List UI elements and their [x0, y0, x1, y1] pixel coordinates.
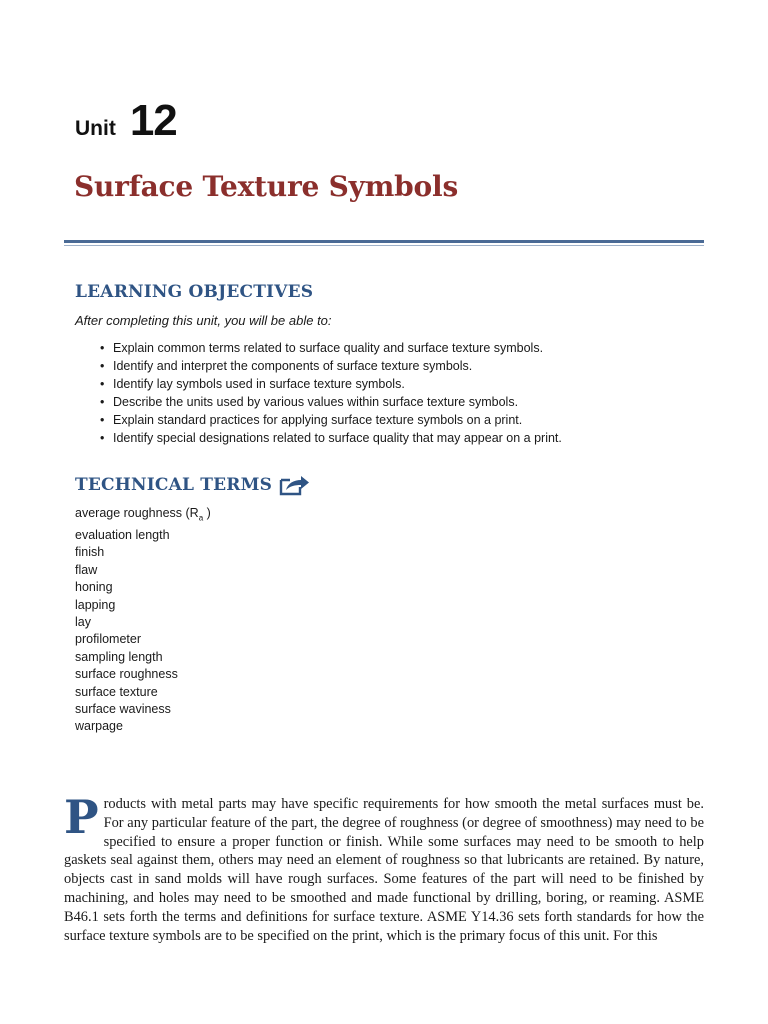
- term-item[interactable]: flaw: [75, 562, 98, 577]
- objective-text: Identify special designations related to surface quality that may appear on a print.: [113, 431, 562, 445]
- term-item[interactable]: finish: [75, 545, 105, 560]
- objectives-list: [100, 339, 562, 447]
- bullet-icon: •: [100, 359, 105, 373]
- term-item[interactable]: evaluation length: [75, 527, 170, 542]
- objective-item: [100, 339, 562, 357]
- unit-number: 12: [129, 96, 177, 145]
- bullet-icon: •: [100, 395, 105, 409]
- term-item[interactable]: honing: [75, 580, 113, 595]
- bullet-icon: •: [100, 413, 105, 427]
- learning-objectives-heading: LEARNING OBJECTIVES: [75, 282, 314, 302]
- objective-item: [100, 375, 562, 393]
- objective-text: Explain common terms related to surface quality and surface texture symbols.: [113, 341, 544, 355]
- term-item[interactable]: lapping: [75, 597, 116, 612]
- title-divider: [64, 240, 704, 243]
- term-item[interactable]: surface texture: [75, 684, 158, 699]
- term-average-roughness[interactable]: [75, 505, 211, 527]
- term-item[interactable]: surface roughness: [75, 667, 178, 682]
- learning-objectives-intro: After completing this unit, you will be able to:: [75, 313, 332, 328]
- objective-text: Identify lay symbols used in surface texture symbols.: [113, 377, 405, 391]
- technical-terms-heading: [75, 474, 310, 496]
- term-suffix: ): [206, 506, 211, 520]
- objective-item: [100, 429, 562, 447]
- bullet-icon: •: [100, 377, 105, 391]
- technical-terms-heading-text: TECHNICAL TERMS: [75, 475, 273, 495]
- bullet-icon: •: [100, 431, 105, 445]
- term-item[interactable]: surface waviness: [75, 701, 171, 716]
- objective-text: Describe the units used by various values within surface texture symbols.: [113, 395, 519, 409]
- technical-terms-list: [75, 505, 211, 736]
- body-paragraph: [64, 790, 704, 945]
- objective-item: [100, 357, 562, 375]
- objective-item: [100, 411, 562, 429]
- objective-text: Identify and interpret the components of surface texture symbols.: [113, 359, 473, 373]
- bullet-icon: •: [100, 341, 105, 355]
- unit-label: [75, 96, 177, 146]
- objective-text: Explain standard practices for applying surface texture symbols on a print.: [113, 413, 523, 427]
- term-item[interactable]: sampling length: [75, 649, 163, 664]
- body-text: roducts with metal parts may have specific requirements for how smooth the metal surfaces must be. For any particular feature of the part, the degree of roughness (or degree of smoothness) may need to be specified to ensure a proper function or finish. While some surfaces may need to be smooth to help gaskets seal against them, others may need an element of roughness so that lubricants are retained. By nature, objects cast in sand molds will have rough surfaces. Some features of the part will need to be finished by machining, and holes may need to be smoothed and made functional by drilling, boring, or reaming. ASME B46.1 sets forth the terms and definitions for surface texture. ASME Y14.36 sets forth standards for how the surface texture symbols are to be specified on the print, which is the primary focus of this unit. For this: [64, 796, 704, 944]
- term-item[interactable]: warpage: [75, 719, 123, 734]
- unit-word: Unit: [75, 117, 116, 140]
- external-link-icon[interactable]: [278, 474, 310, 496]
- page-title: Surface Texture Symbols: [74, 170, 459, 203]
- term-subscript: a: [198, 513, 204, 523]
- term-prefix: average roughness (R: [75, 506, 199, 520]
- term-item[interactable]: profilometer: [75, 632, 141, 647]
- objective-item: [100, 393, 562, 411]
- term-item[interactable]: lay: [75, 614, 91, 629]
- title-divider-thin: [64, 245, 704, 246]
- drop-cap: P: [64, 790, 99, 844]
